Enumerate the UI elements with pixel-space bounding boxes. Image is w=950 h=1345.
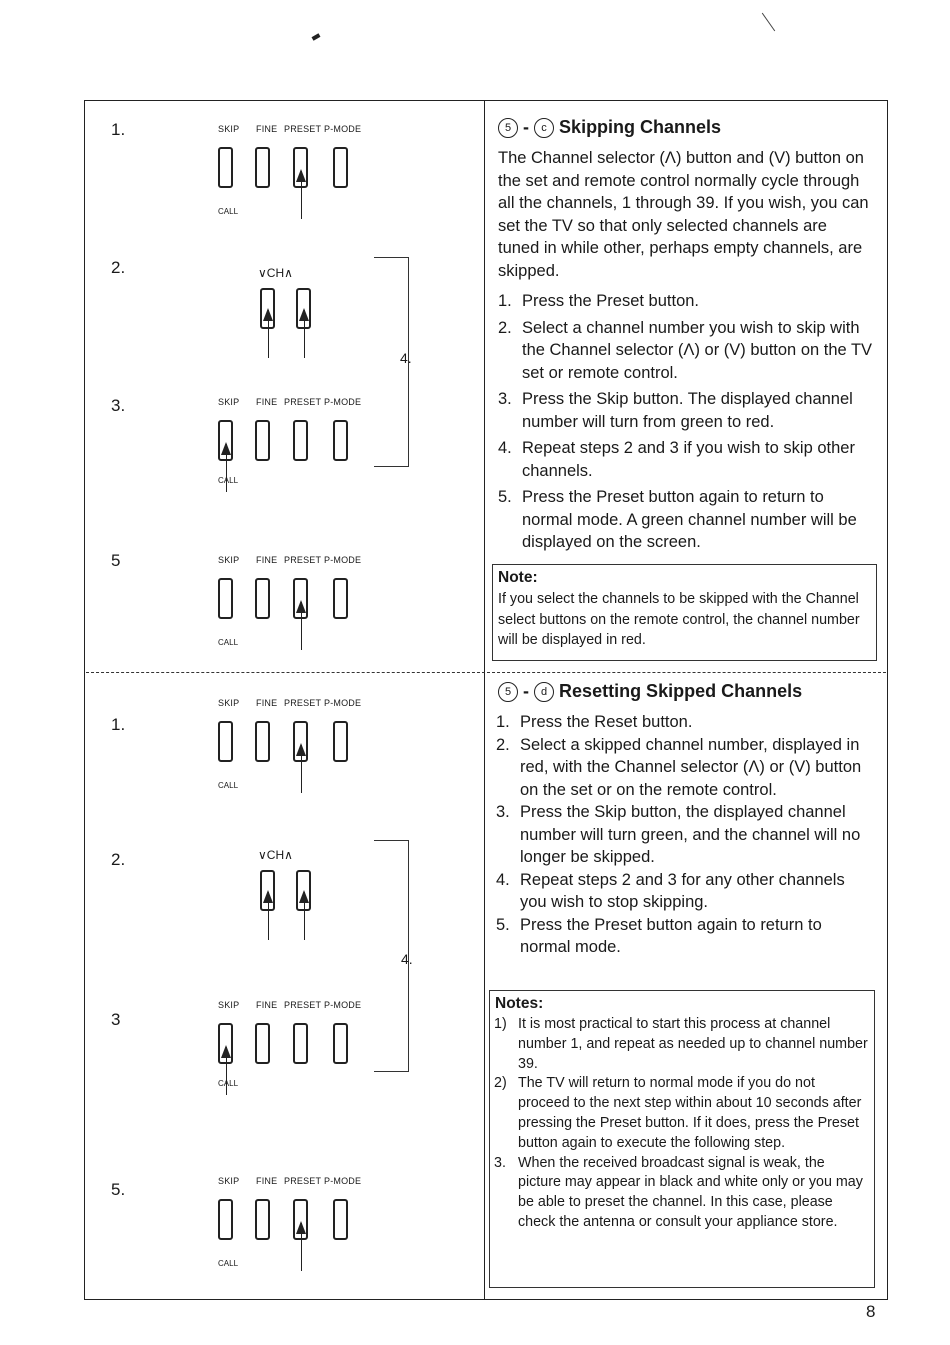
press-arrow [268,310,269,358]
step-number: 5. [111,1180,126,1199]
circled-number: 5 [498,118,518,138]
list-item: 5. Press the Preset button again to return to normal mode. [496,915,822,956]
panel-button [255,721,270,762]
list-item: 1. Press the Preset button. [498,292,700,310]
preset-label: PRESET [284,124,322,134]
press-arrow [304,310,305,358]
press-arrow [301,171,302,219]
panel-button [218,147,233,188]
preset-label: PRESET [284,698,322,708]
note-box [492,564,877,661]
skip-label: SKIP [218,397,240,407]
panel-button [255,147,270,188]
list-item: 1. Press the Reset button. [496,713,693,731]
column-divider [484,100,485,1300]
panel-button [255,578,270,619]
skip-steps-list [498,290,874,558]
pmode-label: P-MODE [324,1000,362,1010]
heading-title: Skipping Channels [559,117,722,137]
list-item: 2. Select a skipped channel number, displayed in red, with the Channel selector (Λ) or (V) button on the set or on the remote control. [496,735,862,799]
list-item: 1) It is most practical to start this process at channel number 1, and repeat as needed up to channel number 39. [494,1016,868,1072]
channel-label: ∨CH∧ [258,266,293,280]
panel-button [333,147,348,188]
fine-label: FINE [256,555,278,565]
fine-label: FINE [256,397,278,407]
fine-label: FINE [256,698,278,708]
section-heading-resetting [498,681,802,702]
notes-title: Notes: [495,995,544,1012]
section-divider [86,672,886,673]
call-label: CALL [218,1259,239,1268]
press-arrow [301,1223,302,1271]
channel-label: ∨CH∧ [258,848,293,862]
pmode-label: P-MODE [324,698,362,708]
circled-letter: c [534,118,554,138]
skip-label: SKIP [218,698,240,708]
step-number: 1. [111,715,126,734]
step-number: 5 [111,551,121,570]
list-item: 4. Repeat steps 2 and 3 for any other channels you wish to stop skipping. [496,870,845,911]
notes-box [489,990,875,1288]
panel-button [218,721,233,762]
call-label: CALL [218,207,239,216]
panel-button [333,420,348,461]
panel-button [293,420,308,461]
reset-steps-list [496,711,872,959]
step-number: 2. [111,850,126,869]
pmode-label: P-MODE [324,1176,362,1186]
call-label: CALL [218,781,239,790]
panel-button [255,1023,270,1064]
step-number: 1. [111,120,126,139]
step-number: 2. [111,258,126,277]
list-item: 3. Press the Skip button. The displayed channel number will turn from green to red. [498,390,853,431]
press-arrow [301,602,302,650]
panel-button [333,1199,348,1240]
skip-label: SKIP [218,1000,240,1010]
list-item: 3. Press the Skip button, the displayed channel number will turn green, and the channel will no longer be skipped. [496,803,861,866]
preset-label: PRESET [284,1176,322,1186]
pmode-label: P-MODE [324,555,362,565]
press-arrow [301,745,302,793]
pmode-label: P-MODE [324,124,362,134]
list-item: 2. Select a channel number you wish to skip with the Channel selector (Λ) or (V) button on the TV set or remote control. [498,318,873,382]
fine-label: FINE [256,1176,278,1186]
panel-button [293,1023,308,1064]
call-label: CALL [218,1079,239,1088]
section-heading-skipping [498,117,721,138]
panel-button [333,1023,348,1064]
notes-list [494,1015,870,1233]
skip-label: SKIP [218,555,240,565]
note-text: If you select the channels to be skipped with the Channel select buttons on the remote control, the channel number will be displayed in red. [498,591,860,648]
scan-mark [312,33,321,40]
call-label: CALL [218,638,239,647]
heading-dash: - [523,117,530,137]
panel-button [218,578,233,619]
scan-mark [762,13,775,32]
panel-button [255,1199,270,1240]
step-number: 3. [111,396,126,415]
heading-dash: - [523,681,530,701]
panel-button [218,1199,233,1240]
fine-label: FINE [256,1000,278,1010]
page-number: 8 [866,1302,876,1321]
bracket-label: 4. [400,350,412,366]
note-title: Note: [498,569,538,586]
panel-button [255,420,270,461]
bracket-label: 4. [401,951,413,967]
list-item: 4. Repeat steps 2 and 3 if you wish to skip other channels. [498,439,855,480]
preset-label: PRESET [284,1000,322,1010]
circled-letter: d [534,682,554,702]
fine-label: FINE [256,124,278,134]
heading-title: Resetting Skipped Channels [559,681,803,701]
panel-button [333,578,348,619]
skip-label: SKIP [218,1176,240,1186]
circled-number: 5 [498,682,518,702]
preset-label: PRESET [284,397,322,407]
list-item: 2) The TV will return to normal mode if you do not proceed to the next step within about 10 seconds after pressing the Preset button. If it does, press the Preset button again to execute the following step. [494,1075,862,1151]
list-item: 3. When the received broadcast signal is weak, the picture may appear in black and white only or you may be able to preset the channel. In this case, please check the antenna or consult your appliance store. [494,1154,863,1230]
call-label: CALL [218,476,239,485]
panel-button [333,721,348,762]
pmode-label: P-MODE [324,397,362,407]
preset-label: PRESET [284,555,322,565]
press-arrow [268,892,269,940]
list-item: 5. Press the Preset button again to return to normal mode. A green channel number will be displayed on the screen. [498,488,857,551]
intro-paragraph: The Channel selector (Λ) button and (V) button on the set and remote control normally cycle through all the channels, 1 through 39. If you wish, you can set the TV so that only selected channels are tuned in while other, perhaps empty channels, are skipped. [498,149,869,280]
step-number: 3 [111,1010,121,1029]
press-arrow [304,892,305,940]
skip-label: SKIP [218,124,240,134]
